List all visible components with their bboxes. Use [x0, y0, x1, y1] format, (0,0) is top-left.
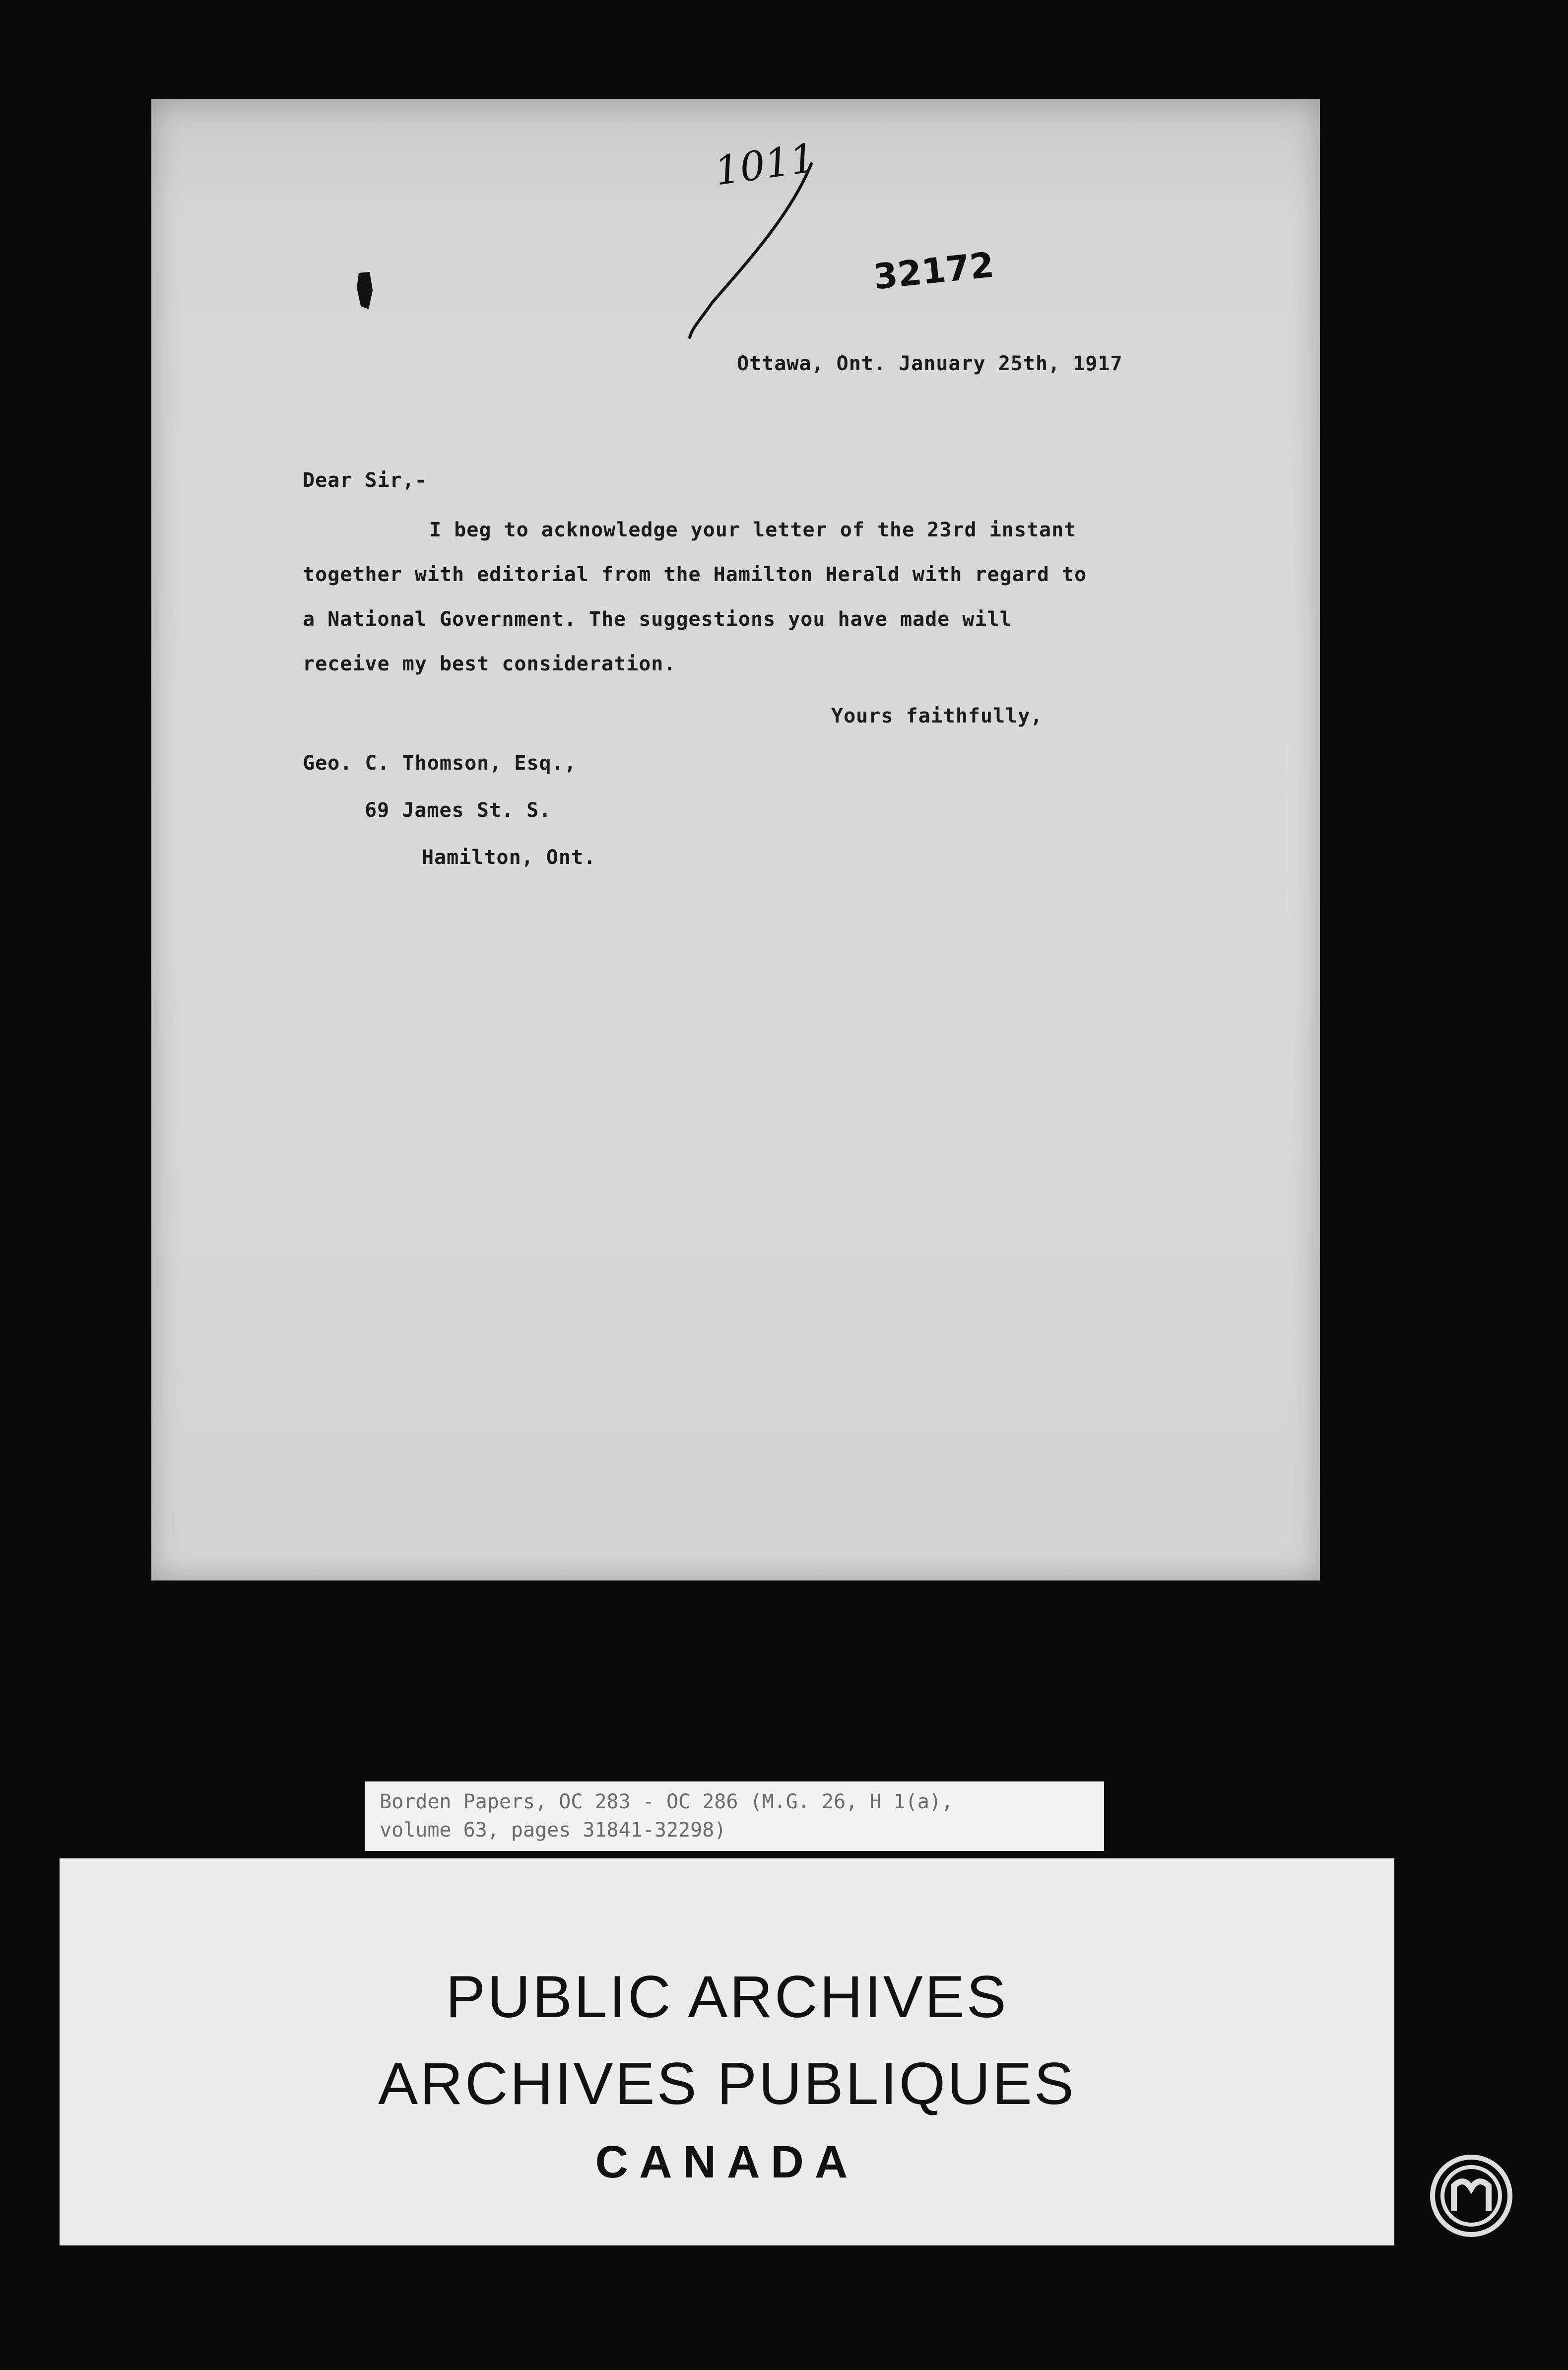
dateline: Ottawa, Ont. January 25th, 1917	[737, 352, 1123, 375]
file-number-stamp: 32172	[871, 244, 996, 298]
body-line: a National Government. The suggestions you have made will	[303, 608, 1012, 631]
letter-page	[151, 99, 1320, 1580]
body-line: I beg to acknowledge your letter of the 23rd instant	[429, 519, 1077, 541]
reference-line-2: volume 63, pages 31841-32298)	[380, 1819, 726, 1842]
body-line: together with editorial from the Hamilton Herald with regard to	[303, 563, 1087, 586]
body-line: receive my best consideration.	[303, 653, 676, 675]
pen-mark	[682, 154, 821, 342]
archives-title-french: ARCHIVES PUBLIQUES	[378, 2050, 1076, 2117]
archives-country: CANADA	[595, 2137, 859, 2187]
recipient-name: Geo. C. Thomson, Esq.,	[303, 752, 577, 775]
archives-logo-icon	[1429, 2154, 1513, 2238]
recipient-street: 69 James St. S.	[365, 799, 552, 822]
closing: Yours faithfully,	[831, 705, 1043, 727]
ink-blot	[355, 270, 375, 310]
handwritten-note: 1011	[712, 134, 819, 195]
archives-title-english: PUBLIC ARCHIVES	[446, 1964, 1008, 2030]
reference-line-1: Borden Papers, OC 283 - OC 286 (M.G. 26, H 1(a),	[380, 1790, 953, 1813]
archives-card	[60, 1858, 1394, 2245]
salutation: Dear Sir,-	[303, 469, 427, 492]
reference-slip	[365, 1781, 1104, 1851]
recipient-city: Hamilton, Ont.	[422, 846, 596, 869]
